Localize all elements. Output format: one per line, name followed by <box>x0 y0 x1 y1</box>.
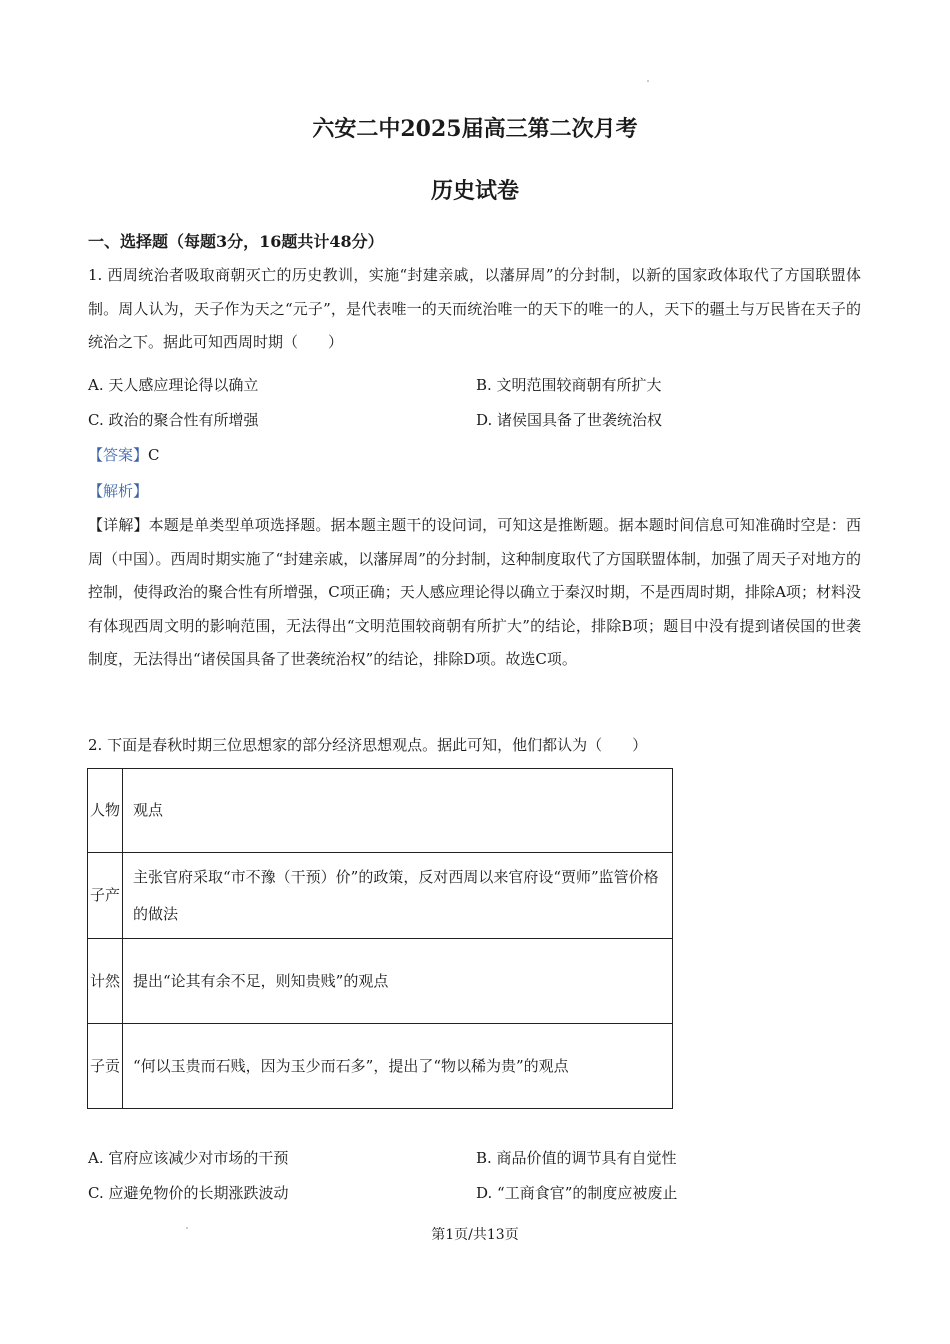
row-person: 子产 <box>88 853 123 939</box>
q2-stem: 2. 下面是春秋时期三位思想家的部分经济思想观点。据此可知，他们都认为（ ） <box>88 736 648 754</box>
header-person: 人物 <box>88 769 123 853</box>
section-heading: 一、选择题（每题3分，16题共计48分） <box>88 232 384 251</box>
row-view: “何以玉贵而石贱，因为玉少而石多”，提出了“物以稀为贵”的观点 <box>123 1024 673 1109</box>
row-view: 主张官府采取“市不豫（干预）价”的政策，反对西周以来官府设“贾师”监管价格的做法 <box>123 853 673 939</box>
answer-label: 【答案】 <box>88 446 149 464</box>
page-number: 第1页/共13页 <box>431 1227 519 1243</box>
q1-option-d: D. 诸侯国具备了世袭统治权 <box>476 411 663 429</box>
table-row <box>88 939 673 1024</box>
q1-stem: 1. 西周统治者吸取商朝灭亡的历史教训，实施“封建亲戚，以藩屏周”的分封制，以新的国家政体取代了方国联盟体制。周人认为，天子作为天之“元子”，是代表唯一的天而统治唯一的天下的唯一的人，天下的疆土与万民皆在天子的统治之下。据此可知西周时期（ ） <box>88 266 861 351</box>
scan-dot <box>647 80 649 82</box>
q2-option-a: A. 官府应该减少对市场的干预 <box>88 1149 289 1167</box>
q2-option-c: C. 应避免物价的长期涨跌波动 <box>88 1184 289 1202</box>
q2-option-d: D. “工商食官”的制度应被废止 <box>476 1184 678 1202</box>
q1-detail: 【详解】本题是单类型单项选择题。据本题主题干的设问词，可知这是推断题。据本题时间信息可知准确时空是：西周（中国）。西周时期实施了“封建亲戚，以藩屏周”的分封制，这种制度取代了方国联盟体制，加强了周天子对地方的控制，使得政治的聚合性有所增强，C项正确；天人感应理论得以确立于秦汉时期，不是西周时期，排除A项；材料没有体现西周文明的影响范围，无法得出“文明范围较商朝有所扩大”的结论，排除B项；题目中没有提到诸侯国的世袭制度，无法得出“诸侯国具备了世袭统治权”的结论，排除D项。故选C项。 <box>88 516 861 668</box>
row-person: 计然 <box>88 939 123 1024</box>
header-view: 观点 <box>123 769 673 853</box>
q1-option-c: C. 政治的聚合性有所增强 <box>88 411 259 429</box>
table-row <box>88 853 673 939</box>
q1-answer-line <box>88 444 160 465</box>
row-person: 子贡 <box>88 1024 123 1109</box>
analysis-label: 【解析】 <box>88 482 149 500</box>
q1-option-b: B. 文明范围较商朝有所扩大 <box>476 376 662 394</box>
table-row <box>88 1024 673 1109</box>
q1-option-a: A. 天人感应理论得以确立 <box>88 376 259 394</box>
row-view: 提出“论其有余不足，则知贵贱”的观点 <box>123 939 673 1024</box>
exam-title: 六安二中2025届高三第二次月考 <box>312 116 638 142</box>
thinkers-table <box>87 768 673 1109</box>
q2-option-b: B. 商品价值的调节具有自觉性 <box>476 1149 677 1167</box>
answer-value: C <box>148 446 160 464</box>
table-header-row <box>88 769 673 853</box>
subject-title: 历史试卷 <box>430 178 519 204</box>
